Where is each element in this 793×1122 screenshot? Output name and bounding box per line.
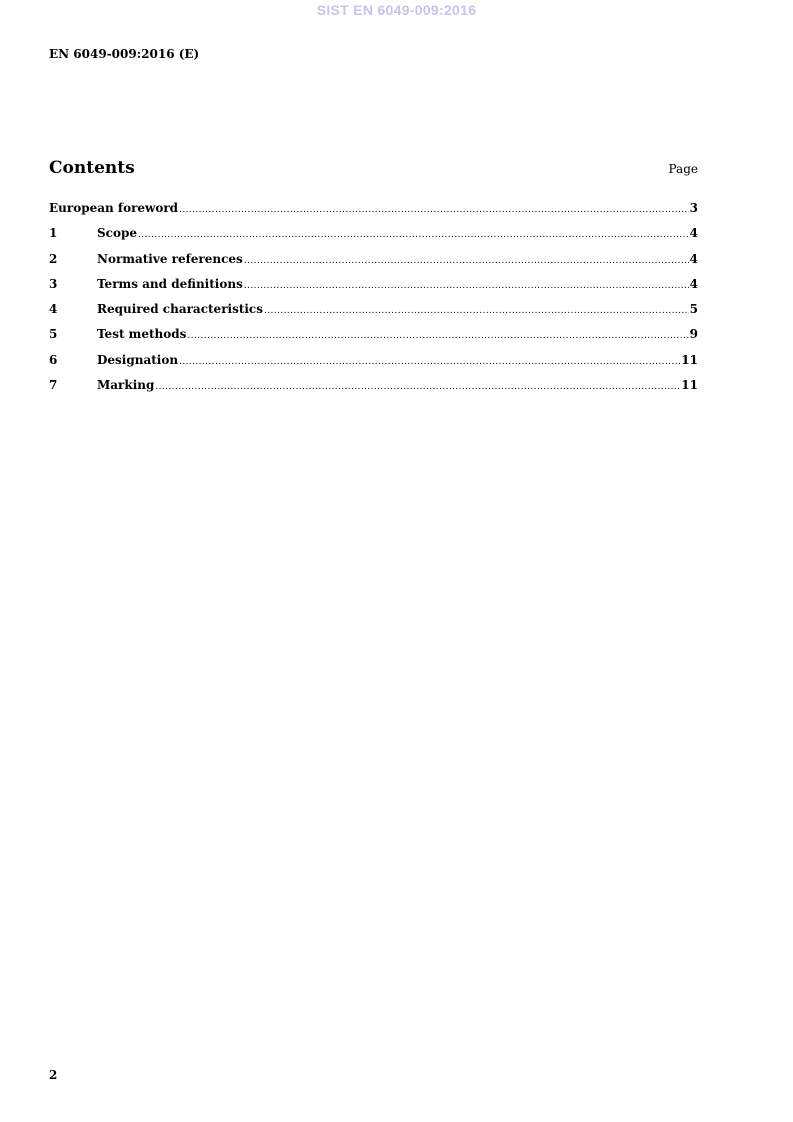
contents-heading-row xyxy=(49,158,698,182)
toc-dot-leader xyxy=(179,205,689,215)
watermark: SIST EN 6049-009:2016 xyxy=(316,2,477,18)
document-id-header: EN 6049-009:2016 (E) xyxy=(49,47,200,61)
toc-dot-leader xyxy=(179,357,680,367)
toc-entry-page: 3 xyxy=(689,201,698,215)
toc-entry-title[interactable]: Test methods xyxy=(97,327,187,342)
contents-title: Contents xyxy=(49,158,135,178)
toc-entry-page: 5 xyxy=(689,302,698,317)
footer-page-number: 2 xyxy=(49,1068,58,1082)
toc-entry-title[interactable]: Scope xyxy=(97,226,138,241)
toc-entry-terms-and-definitions[interactable] xyxy=(49,277,698,302)
toc-entry-title[interactable]: Terms and definitions xyxy=(97,276,243,291)
toc-entry-page: 11 xyxy=(681,378,698,393)
toc-entry-designation[interactable] xyxy=(49,353,698,378)
toc-entry-page: 4 xyxy=(689,251,698,266)
page-column-label: Page xyxy=(668,162,698,176)
toc-entry-page: 11 xyxy=(681,352,698,367)
toc-entry-required-characteristics[interactable] xyxy=(49,302,698,327)
toc-entry-scope[interactable] xyxy=(49,226,698,251)
toc-dot-leader xyxy=(155,382,680,392)
toc-entry-title[interactable]: Designation xyxy=(97,352,179,367)
toc-dot-leader xyxy=(264,306,689,316)
toc-entry-normative-references[interactable] xyxy=(49,252,698,277)
toc-entry-page: 9 xyxy=(689,327,698,342)
table-of-contents xyxy=(49,201,698,403)
toc-dot-leader xyxy=(244,256,689,266)
toc-entry-number: 6 xyxy=(49,352,58,367)
toc-entry-number: 2 xyxy=(49,251,58,266)
toc-entry-title[interactable]: European foreword xyxy=(49,201,179,215)
toc-dot-leader xyxy=(187,331,688,341)
toc-entry-page: 4 xyxy=(689,226,698,241)
toc-entry-number: 3 xyxy=(49,276,58,291)
toc-entry-title[interactable]: Normative references xyxy=(97,251,243,266)
toc-entry-test-methods[interactable] xyxy=(49,327,698,352)
toc-entry-title[interactable]: Required characteristics xyxy=(97,302,263,317)
toc-entry-page: 4 xyxy=(689,276,698,291)
toc-entry-number: 7 xyxy=(49,378,58,393)
toc-entry-number: 1 xyxy=(49,226,58,241)
toc-entry-number: 5 xyxy=(49,327,58,342)
toc-dot-leader xyxy=(138,230,689,240)
toc-entry-number: 4 xyxy=(49,302,58,317)
toc-dot-leader xyxy=(244,281,689,291)
toc-entry-marking[interactable] xyxy=(49,378,698,403)
toc-entry-european-foreword[interactable] xyxy=(49,201,698,226)
toc-entry-title[interactable]: Marking xyxy=(97,378,155,393)
